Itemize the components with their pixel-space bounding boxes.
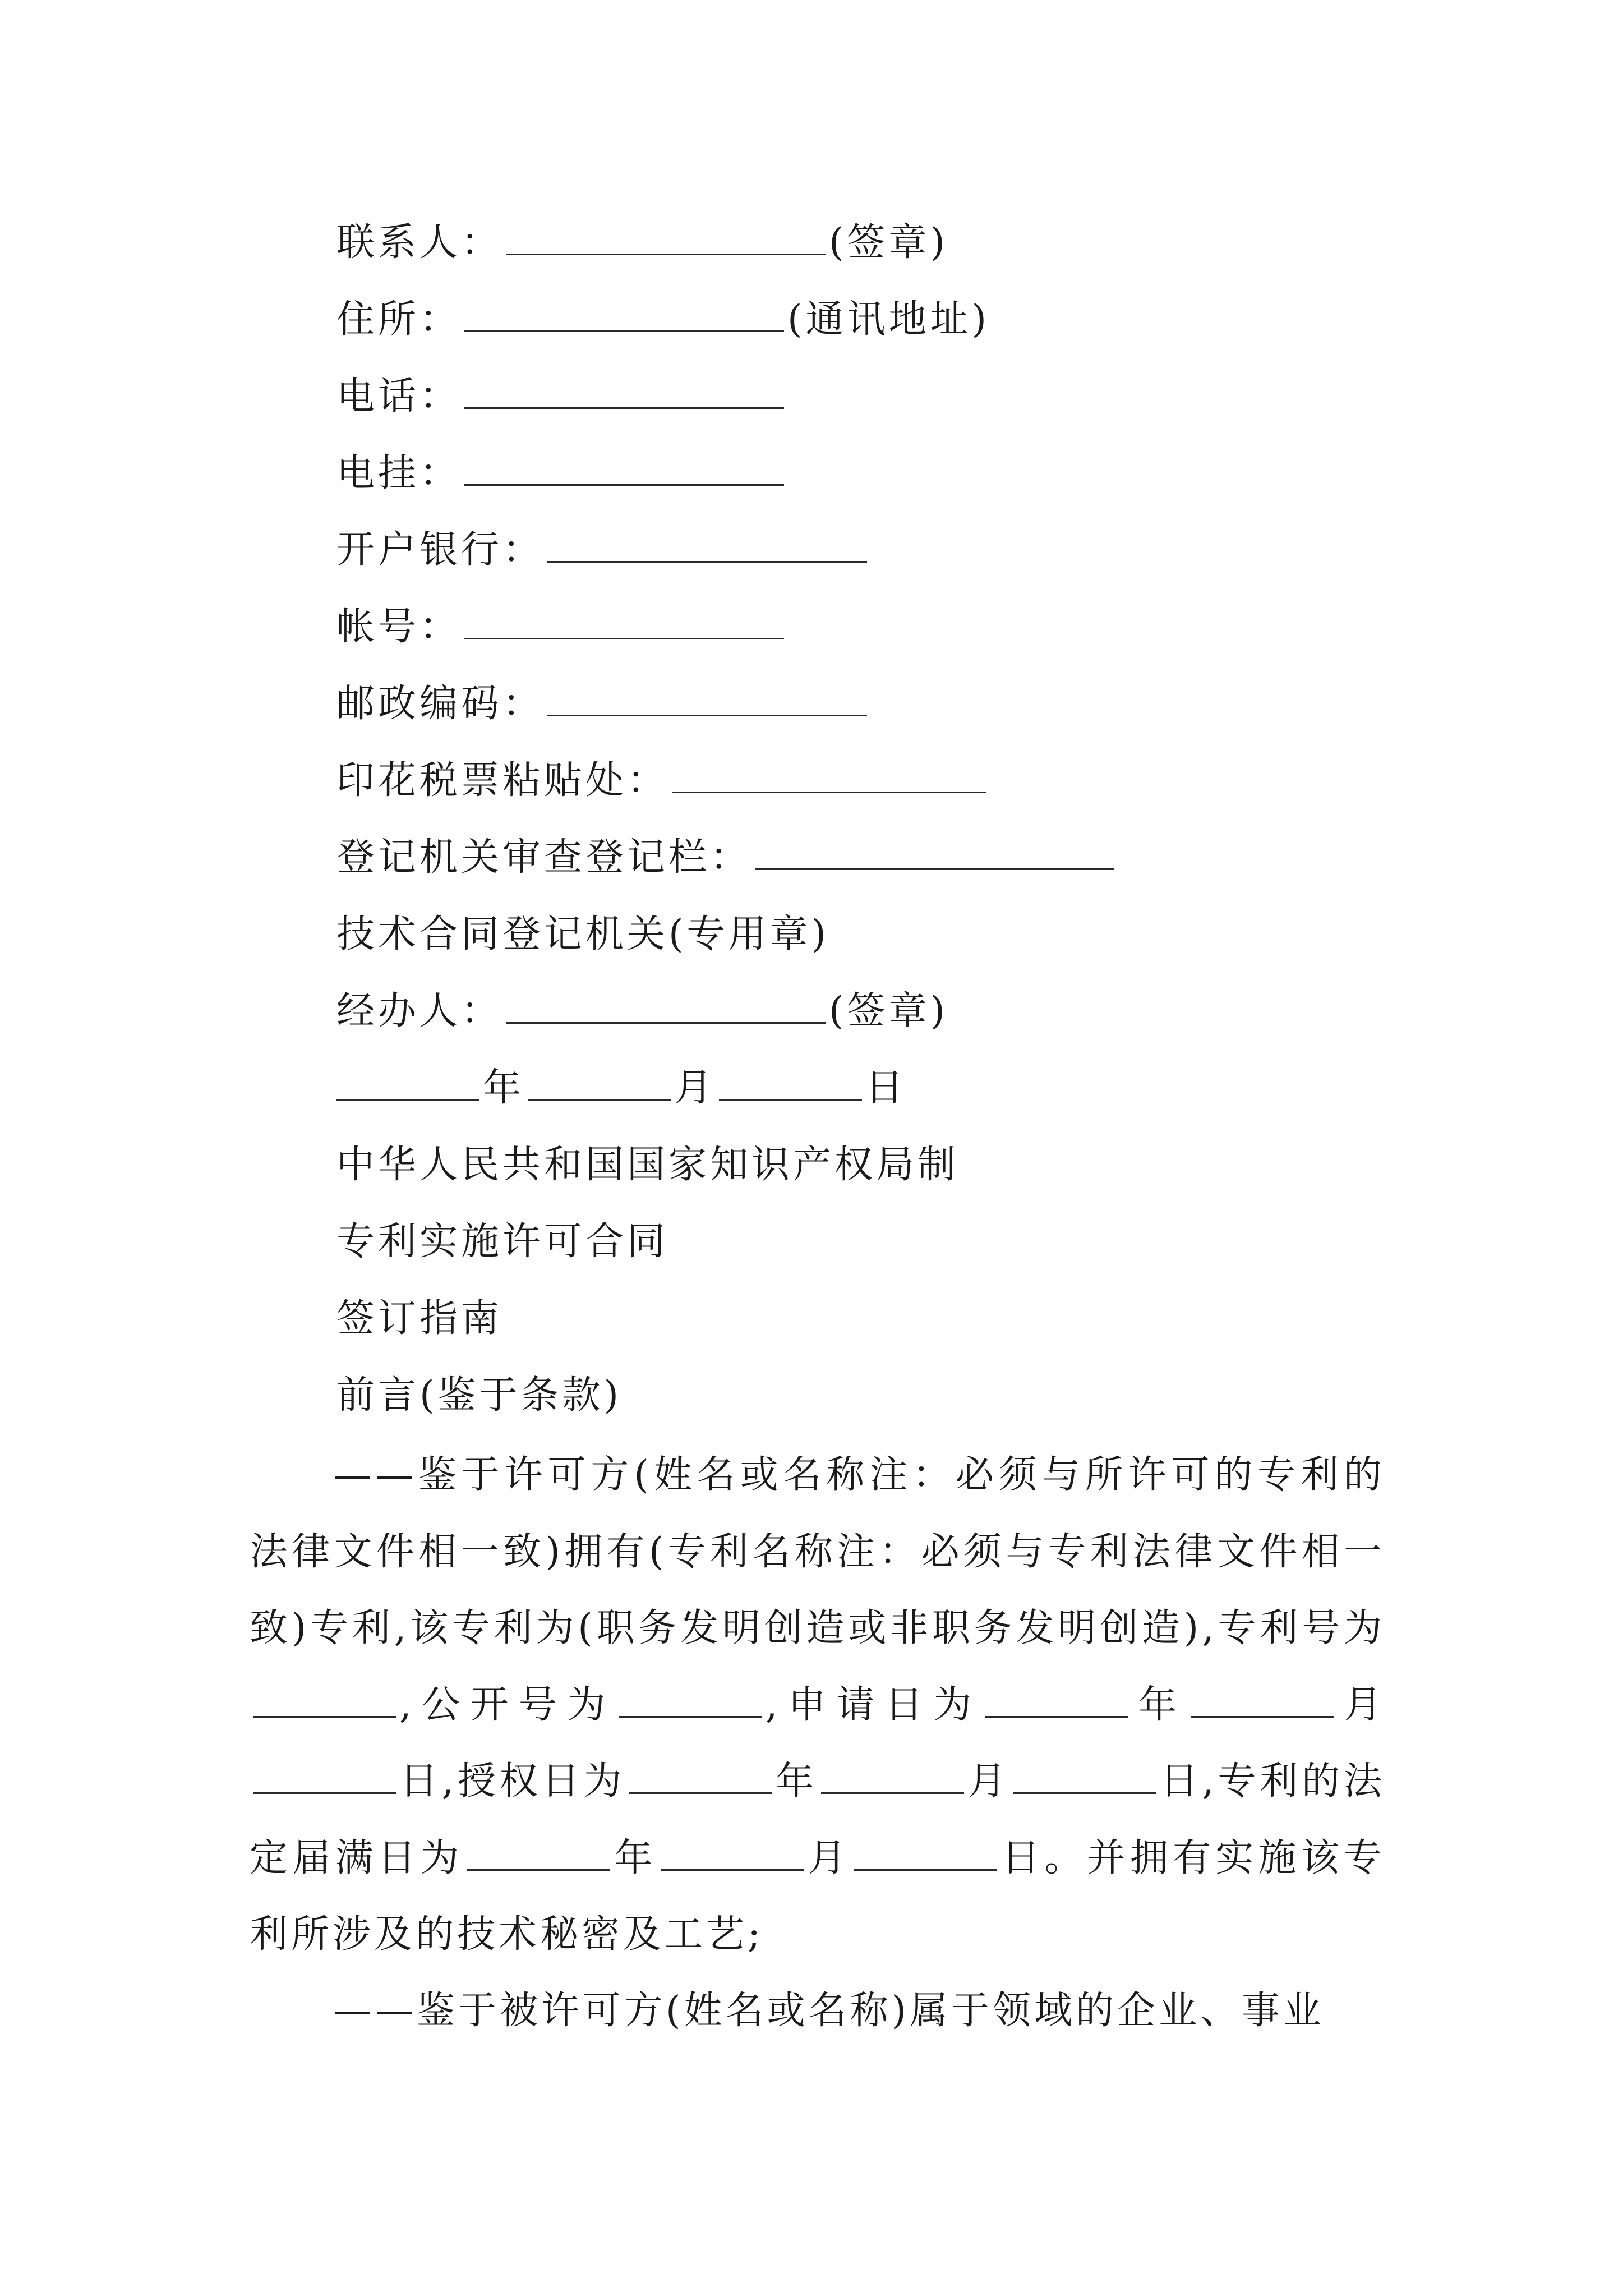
field-phone — [336, 369, 787, 425]
blank-line[interactable] — [464, 374, 784, 409]
blank-line[interactable] — [253, 1682, 396, 1718]
field-label: 电话： — [336, 374, 462, 418]
field-label: 电挂： — [336, 451, 462, 495]
day-label: 日 — [865, 1066, 907, 1110]
field-label: 帐号： — [336, 605, 462, 649]
field-suffix: (通讯地址) — [787, 297, 990, 342]
blank-line[interactable] — [547, 681, 867, 716]
field-label: 印花税票粘贴处： — [336, 758, 669, 803]
field-label: 登记机关审查登记栏： — [336, 835, 752, 880]
blank-line[interactable] — [506, 988, 826, 1024]
whereas-paragraph-2: ——鉴于被许可方(姓名或名称)属于领域的企业、事业 — [334, 1989, 1325, 2033]
blank-line[interactable] — [464, 297, 784, 332]
field-bank — [336, 522, 870, 578]
date-line — [336, 1060, 907, 1116]
blank-line[interactable] — [253, 1759, 396, 1794]
blank-line[interactable] — [528, 1065, 671, 1101]
field-label: 开户银行： — [336, 528, 545, 572]
issuer: 中华人民共和国国家知识产权局制 — [336, 1143, 960, 1187]
field-contact-person — [336, 215, 948, 271]
blank-line[interactable] — [854, 1835, 997, 1871]
blank-line[interactable] — [619, 1682, 762, 1718]
guide-title: 签订指南 — [336, 1296, 503, 1341]
field-registration-review — [336, 830, 1117, 886]
whereas-paragraph-1: ——鉴于许可方(姓名或名称注：必须与所许可的专利的法律文件相一致)拥有(专利名称注：必须与专利法律文件相一致)专利,该专利为(职务发明创造或非职务发明创造),专利号为,公开号为 ,申请日为 年 月日,授权日为 年 月 日,专利的法定届满日为 年 月 日。并拥有实施该专利所涉及的技术秘密及工艺; — [250, 1453, 1385, 1957]
blank-line[interactable] — [719, 1065, 862, 1101]
field-account — [336, 599, 787, 655]
field-label: 住所： — [336, 297, 462, 342]
field-suffix: (签章) — [829, 220, 949, 265]
blank-line[interactable] — [506, 220, 826, 255]
year-label: 年 — [483, 1066, 525, 1110]
preface-title: 前言(鉴于条款) — [336, 1373, 623, 1418]
field-suffix: (签章) — [829, 989, 949, 1033]
blank-line[interactable] — [336, 1065, 479, 1101]
blank-line[interactable] — [547, 527, 867, 563]
registration-seal: 技术合同登记机关(专用章) — [336, 912, 830, 956]
contract-title: 专利实施许可合同 — [336, 1220, 669, 1264]
field-label: 联系人： — [336, 220, 503, 265]
blank-line[interactable] — [672, 758, 986, 793]
field-postcode — [336, 676, 870, 732]
blank-line[interactable] — [985, 1682, 1128, 1718]
field-label: 经办人： — [336, 989, 503, 1033]
blank-line[interactable] — [755, 835, 1114, 870]
blank-line[interactable] — [1191, 1682, 1334, 1718]
blank-line[interactable] — [629, 1759, 772, 1794]
month-label: 月 — [674, 1066, 716, 1110]
field-cable — [336, 445, 787, 501]
blank-line[interactable] — [661, 1835, 804, 1871]
field-handler — [336, 983, 948, 1039]
blank-line[interactable] — [464, 450, 784, 486]
blank-line[interactable] — [467, 1835, 610, 1871]
blank-line[interactable] — [464, 604, 784, 639]
field-stamp-tax — [336, 753, 989, 809]
field-label: 邮政编码： — [336, 682, 545, 726]
blank-line[interactable] — [821, 1759, 964, 1794]
blank-line[interactable] — [1013, 1759, 1156, 1794]
field-address — [336, 292, 990, 348]
